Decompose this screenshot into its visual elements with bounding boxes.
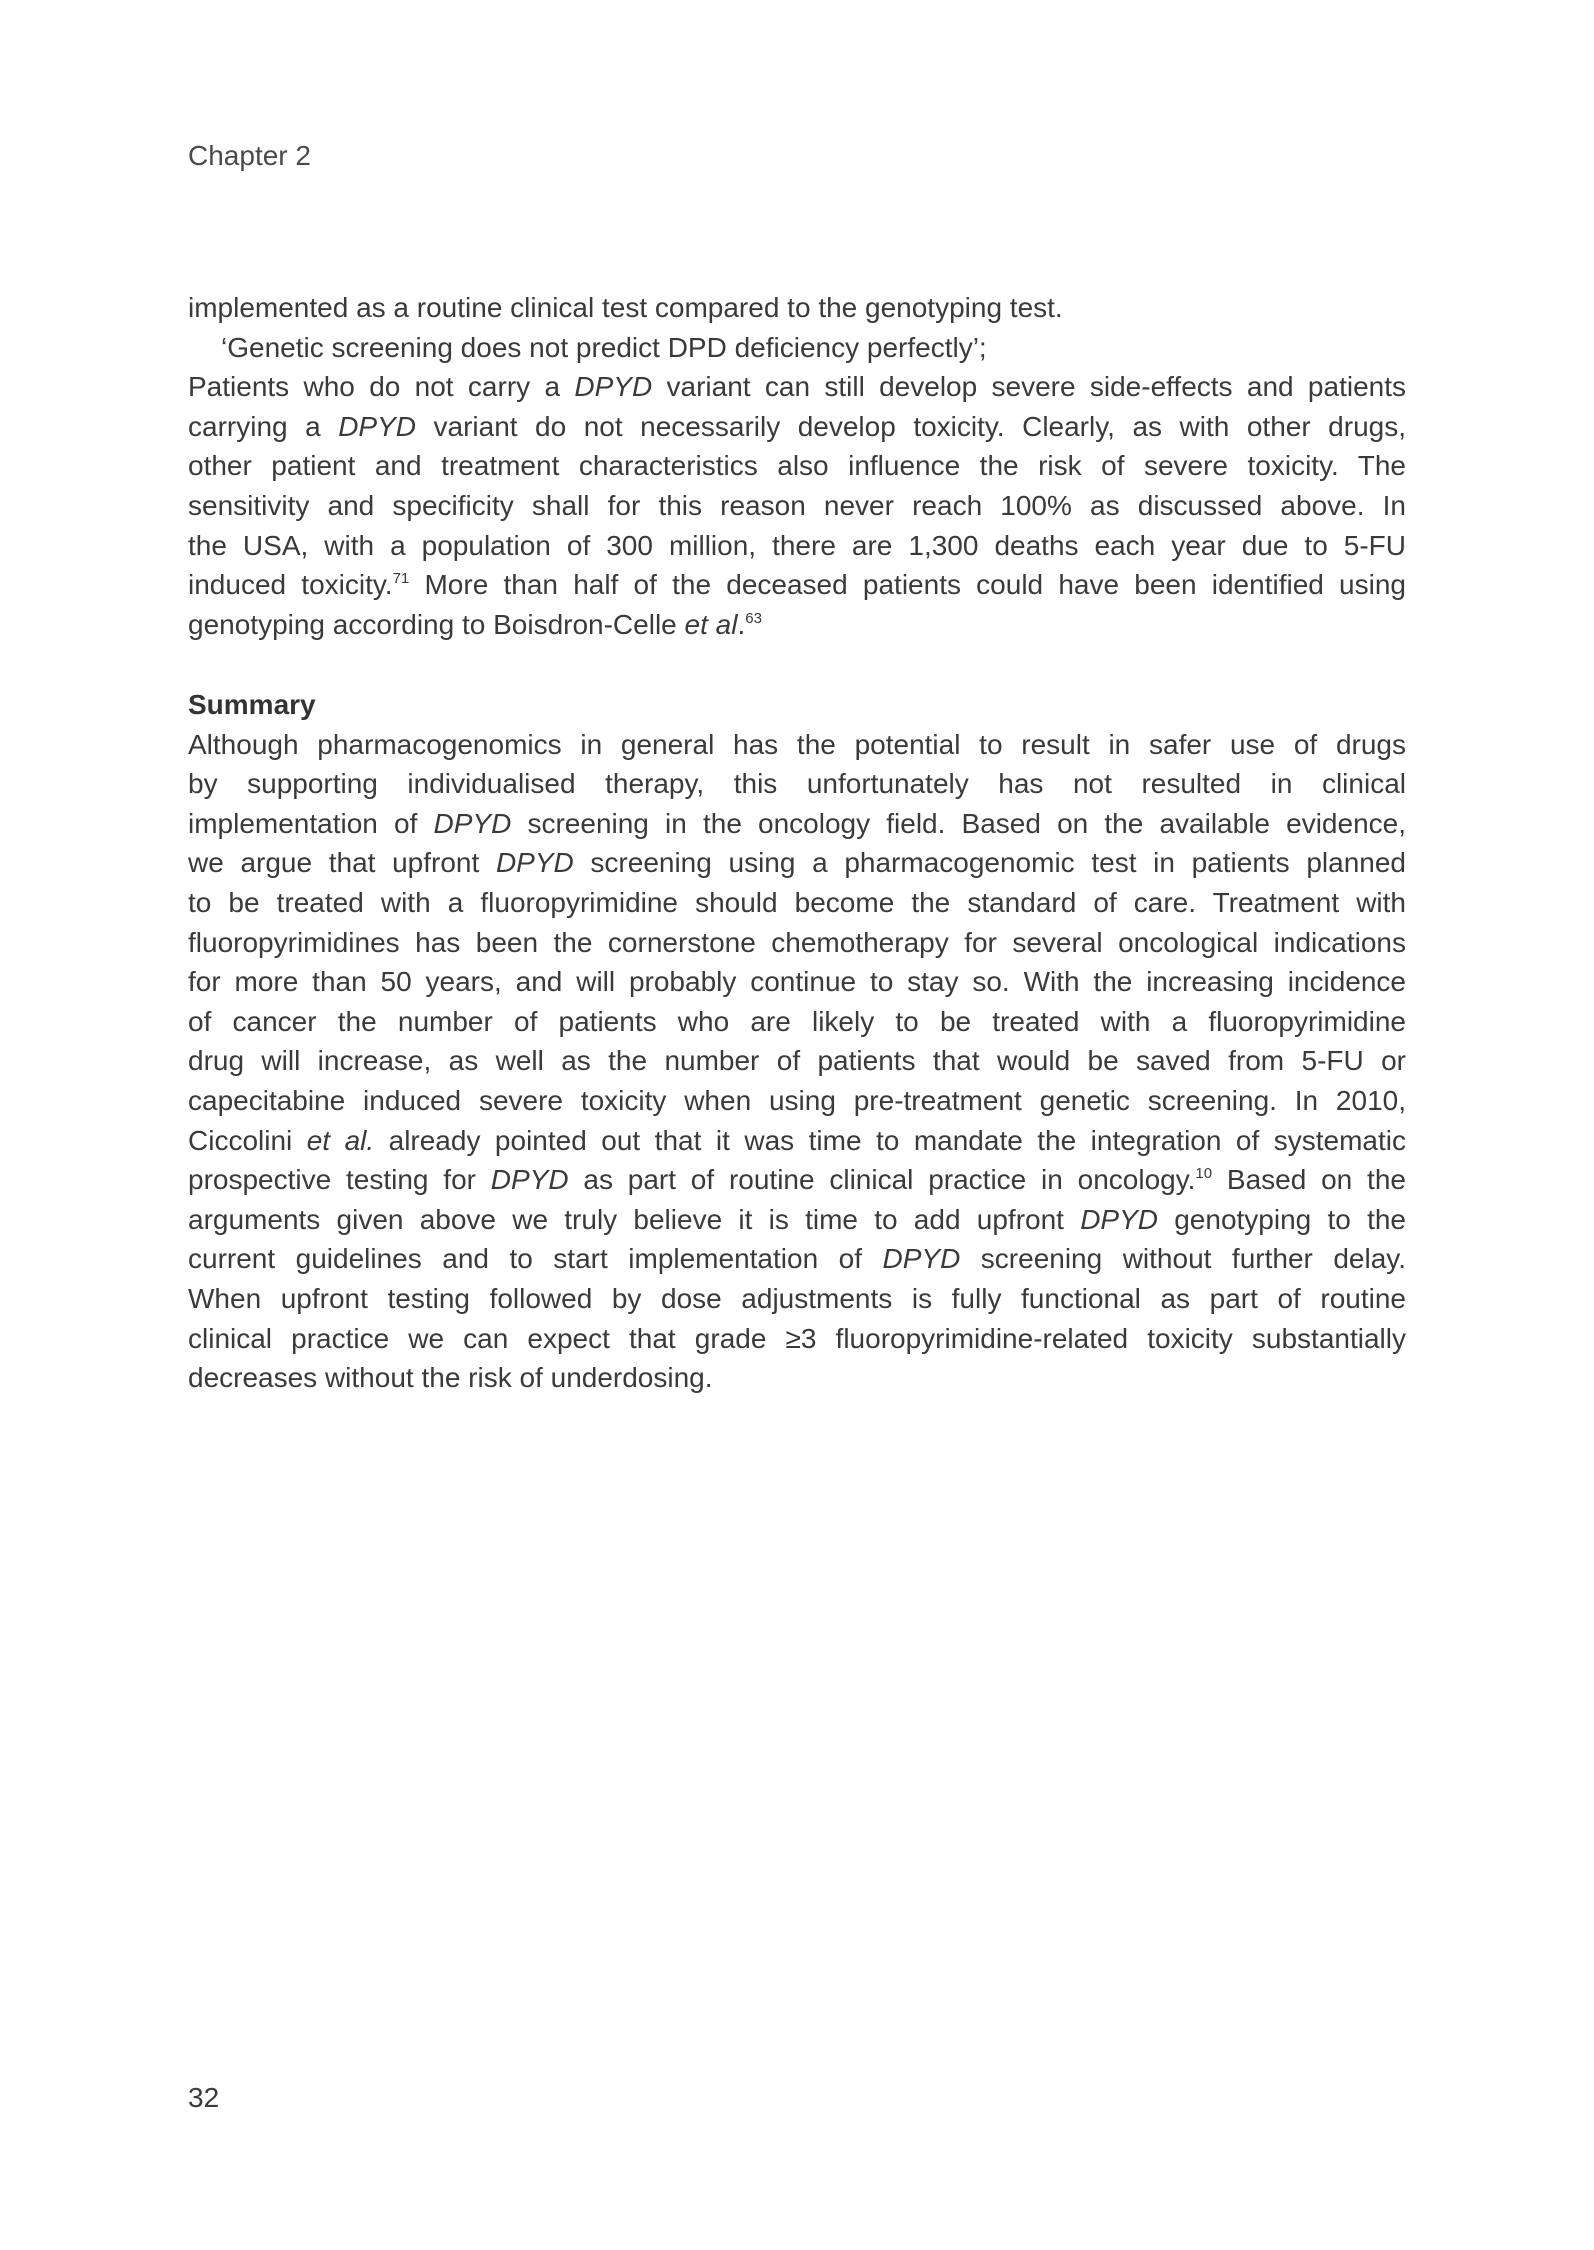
- text-line: induced toxicity.$^{71}$ More than half of the deceased patients could have been identified using: [188, 569, 1406, 601]
- text-line: genotyping according to Boisdron-Celle et al.$^{63}$: [188, 608, 762, 640]
- text-line: decreases without the risk of underdosing.: [188, 1362, 713, 1394]
- gene-name: DPYD: [495, 847, 574, 879]
- page-number: 32: [188, 2082, 220, 2113]
- text-line: Although pharmacogenomics in general has the potential to result in safer use of drugs: [188, 728, 1406, 760]
- et-al: et al: [684, 608, 738, 640]
- text-line: capecitabine induced severe toxicity when using pre-treatment genetic screening. In 2010,: [188, 1084, 1406, 1116]
- text-line: for more than 50 years, and will probably continue to stay so. With the increasing incidence: [188, 966, 1406, 998]
- text-line: carrying a DPYD variant do not necessarily develop toxicity. Clearly, as with other drugs,: [188, 410, 1406, 442]
- text-line: Patients who do not carry a DPYD variant can still develop severe side-effects and patients: [188, 371, 1407, 403]
- text-line: prospective testing for DPYD as part of routine clinical practice in oncology.$^{10}$ Based on the: [188, 1164, 1406, 1196]
- gene-name: DPYD: [338, 410, 416, 442]
- gene-name: DPYD: [490, 1164, 569, 1196]
- citation-ref: 71: [392, 570, 410, 588]
- et-al: et al.: [306, 1124, 375, 1156]
- intro-paragraphs: [188, 288, 1406, 644]
- text-line: of cancer the number of patients who are likely to be treated with a fluoropyrimidine: [188, 1005, 1406, 1037]
- citation-ref: 63: [745, 609, 762, 627]
- text-line: to be treated with a fluoropyrimidine should become the standard of care. Treatment with: [188, 886, 1406, 918]
- quoted-statement: ‘Genetic screening does not predict DPD deficiency perfectly’;: [221, 331, 987, 363]
- text-line: fluoropyrimidines has been the cornerstone chemotherapy for several oncological indications: [188, 926, 1406, 958]
- section-heading: Summary: [188, 689, 316, 720]
- gene-name: DPYD: [433, 807, 512, 839]
- gene-name: DPYD: [882, 1243, 961, 1275]
- running-head: Chapter 2: [188, 140, 311, 171]
- text-line: drug will increase, as well as the number of patients that would be saved from 5-FU or: [188, 1045, 1406, 1077]
- text-line: sensitivity and specificity shall for this reason never reach 100% as discussed above. In: [188, 489, 1406, 521]
- gene-name: DPYD: [1080, 1203, 1158, 1235]
- text-line: current guidelines and to start implementation of DPYD screening without further delay.: [188, 1243, 1406, 1275]
- text-line: When upfront testing followed by dose adjustments is fully functional as part of routine: [188, 1282, 1406, 1314]
- text-line: arguments given above we truly believe it is time to add upfront DPYD genotyping to the: [188, 1203, 1406, 1235]
- text-line: other patient and treatment characteristics also influence the risk of severe toxicity. The: [188, 450, 1406, 482]
- text-line: implemented as a routine clinical test compared to the genotyping test.: [188, 292, 1063, 323]
- text-line: clinical practice we can expect that grade ≥3 fluoropyrimidine-related toxicity substantially: [188, 1322, 1406, 1354]
- citation-ref: 10: [1195, 1165, 1213, 1183]
- text-line: we argue that upfront DPYD screening using a pharmacogenomic test in patients planned: [188, 847, 1406, 879]
- text-line: implementation of DPYD screening in the oncology field. Based on the available evidence,: [188, 807, 1406, 839]
- text-line: the USA, with a population of 300 million, there are 1,300 deaths each year due to 5-FU: [188, 529, 1406, 561]
- gene-name: DPYD: [574, 371, 653, 403]
- summary-section: [188, 685, 1406, 1398]
- text-line: by supporting individualised therapy, this unfortunately has not resulted in clinical: [188, 768, 1406, 800]
- text-line: Ciccolini et al. already pointed out that it was time to mandate the integration of systematic: [188, 1124, 1406, 1156]
